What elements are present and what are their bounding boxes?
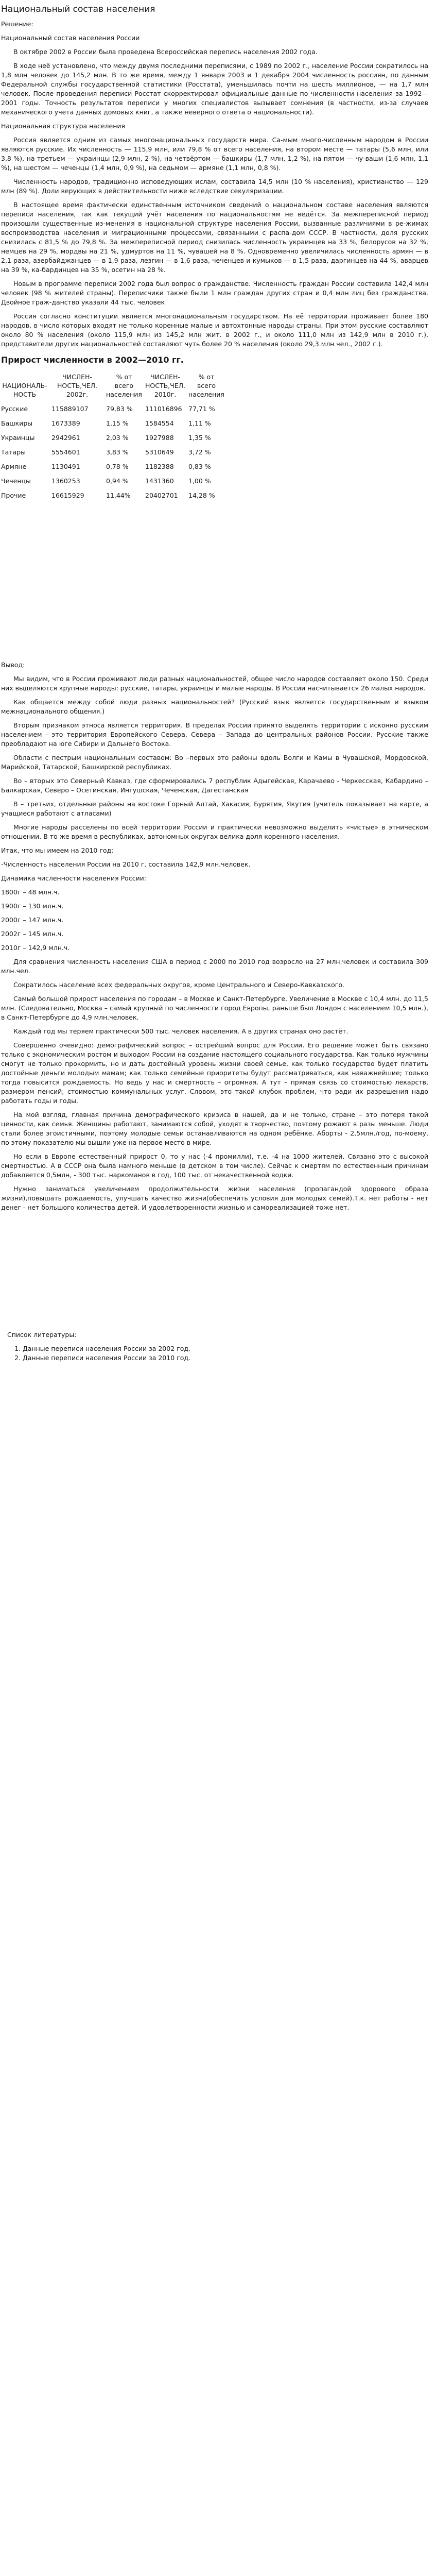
paragraph-citizenship: Новым в программе переписи 2002 года был вопрос о гражданстве. Численность граждан России составила 142,4 млн человек (98 % жителей страны). Переписчики также были 1 млн граждан других стран и 0,4 млн лиц без гражданства. Двойное граж-данство указали 44 тыс. человек [1,280,428,306]
cell-count-2010: 1584554 [145,419,174,427]
table-row [1,431,228,445]
population-table [1,371,228,503]
conclusion-paragraph-settlement: Многие народы расселены по всей территории России и практически невозможно выделить «чистые» в этническом отношении. В то же время в республиках, автономных округах велика доля коренного населения. [1,823,428,840]
cell-percent-2002: 1,15 % [106,419,129,427]
page-title: Национальный состав населения [1,4,155,14]
conclusion-paragraph-mortality: Но если в Европе естественный прирост 0, то у нас (-4 промилли), т.е. -4 на 1000 жителей. Связано это с высокой смертностью. А в СССР она была намного меньше (в детском в том числе). Сейчас к смертям по естественным причинам добавляется 0,5млн, - 300 тыс. наркоманов в год, 100 тыс. от некачественной водки. [1,1153,428,1179]
table-row [1,488,228,503]
solution-label: Решение: [1,20,33,28]
cell-count-2002: 2942961 [51,434,80,442]
cell-count-2010: 5310649 [145,448,174,456]
dynamics-item: 2002г – 145 млн.ч. [1,930,64,938]
cell-nationality: Башкиры [1,419,33,427]
table-body [1,402,228,503]
cell-percent-2010: 1,00 % [188,477,211,485]
cell-percent-2010: 1,11 % [188,419,211,427]
references-list [7,1344,428,1363]
dynamics-label: Динамика численности населения России: [1,874,147,882]
header-count-2002: ЧИСЛЕН-НОСТЬ,ЧЕЛ. 2002г. [57,373,97,398]
header-percent-2002: % от всего населения [106,373,142,398]
cell-percent-2010: 0,83 % [188,463,211,470]
paragraph-constitution: Россия согласно конституции является многонациональным государством. На её территории проживает более 180 народов, в число которых входят не только коренные малые и автохтонные народы страны. При этом русские составляют около 80 % населения (около 115,9 млн из 145,2 млн жит. в 2002 г., и около 111,0 млн из 142,9 млн в 2010 г.), представители других национальностей составляют чуть более 20 % населения (около 29,3 млн чел., 2002 г.). [1,312,428,348]
blank-space [1,1217,428,1330]
conclusion-paragraph-loss: Каждый год мы теряем практически 500 тыс. человек населения. А в других странах оно растёт. [13,1027,348,1035]
cell-percent-2010: 77,71 % [188,405,215,413]
cell-count-2002: 16615929 [51,492,84,499]
cell-nationality: Татары [1,448,26,456]
bottom-spacing [1,1363,428,1370]
cell-nationality: Прочие [1,492,26,499]
conclusion-paragraph-demography: Совершенно очевидно: демографический вопрос – острейший вопрос для России. Его решение может быть связано только с экономическим ростом и выходом России на создание настоящего социального государства. Как только мужчины смогут не только прокормить, но и дать достойный уровень жизни своей семье, как только государство будет платить достойные деньги молодым мамам; как только семейные приоритеты будут рассматриваться, как наважнейшие; только тогда повысится рождаемость. Но ведь у нас и смертность – огромная. А тут – прямая связь со стоимостью лекарств, размером пенсий, стоимостью коммунальных услуг. Словом, это такой клубок проблем, что ради их разрешения надо работать годы и годы. [1,1041,428,1105]
conclusion-paragraph-measures: Нужно заниматься увеличением продолжительности жизни населения (пропагандой здорового образа жизни),повышать рождаемость, улучшать качество жизни(обеспечить условия для молодых семей).Т.к. нет работы - нет денег - нет большого количества детей. И удовлетворенности жизнью и самореализацией тоже нет. [1,1185,428,1211]
section-heading-growth: Прирост численности в 2002—2010 гг. [1,355,184,365]
reference-item: 2. Данные переписи населения России за 2010 год. [23,1353,428,1363]
cell-count-2002: 115889107 [51,405,89,413]
table-header-row [1,371,228,402]
cell-percent-2002: 11,44% [106,492,131,499]
header-nationality: НАЦИОНАЛЬ-НОСТЬ [2,382,47,398]
section-heading-composition: Национальный состав населения России [1,34,140,42]
header-percent-2010: % от всего населения [188,373,224,398]
cell-nationality: Чеченцы [1,477,31,485]
dynamics-item: 2000г – 147 млн.ч. [1,916,64,924]
cell-percent-2010: 3,72 % [188,448,211,456]
conclusion-paragraph-family: На мой взгляд, главная причина демографического кризиса в нашей, да и не только, стране – это потеря такой ценности, как семья. Женщины работают, занимаются собой, уходят в творчество, поэтому рожают в разы меньше. Люди стали более эгоистичными, поэтому молодые семьи останавливаются на одном ребёнке. Аборты - 2,5млн./год, по-моему, по этому показателю мы вышли уже на первое место в мире. [1,1111,428,1146]
cell-count-2002: 1130491 [51,463,80,470]
cell-count-2010: 1182388 [145,463,174,470]
cell-count-2002: 1360253 [51,477,80,485]
cell-count-2010: 20402701 [145,492,178,499]
cell-nationality: Русские [1,405,28,413]
dynamics-item: 1800г – 48 млн.ч. [1,888,60,896]
conclusion-paragraph-territory: Вторым признаком этноса является территория. В пределах России принято выделять территории с исконно русским населением - это территория Европейского Севера, Севера – Запада до центральных районов России. Русские также преобладают на юге Сибири и Дальнего Востока. [1,721,428,748]
table-row [1,445,228,460]
conclusion-paragraph-usa: Для сравнения численность населения США в период с 2000 по 2010 год возросло на 27 млн.человек и составила 309 млн.чел. [1,958,428,975]
paragraph-structure-changes: В настоящее время фактически единственным источником сведений о национальном составе населения являются переписи населения, так как текущий учёт населения по национальностям не ведётся. За межпереписной период произошли существенные из-менения в национальной структуре населения России, вызванные различиями в ре-жимах воспроизводства населения и миграционными процессами, связанными с распа-дом СССР. В частности, доля русских снизилась с 81,5 % до 79,8 %. За межпереписной период снизилась численность украинцев на 33 %, белорусов на 32 %, немцев на 29 %, мордвы на 21 %, удмуртов на 11 %, чувашей на 8 %. Одновременно увеличилась численность армян — в 2,1 раза, азербайджанцев — в 1,9 раза, лезгин — в 1,6 раза, чеченцев и кумыков — в 1,5 раза, даргинцев на 44 %, аварцев на 39 %, ка-бардинцев на 35 %, осетин на 28 %. [1,201,428,274]
cell-count-2010: 1927988 [145,434,174,442]
references-section [7,1330,428,1363]
table-row [1,460,228,474]
cell-nationality: Армяне [1,463,27,470]
conclusion-population-2010: -Численность населения России на 2010 г. составила 142,9 млн.человек. [1,860,251,868]
cell-percent-2010: 14,28 % [188,492,215,499]
cell-percent-2002: 79,83 % [106,405,133,413]
cell-percent-2002: 3,83 % [106,448,129,456]
reference-item: 1. Данные переписи населения России за 2002 год. [23,1344,428,1353]
conclusion-paragraph-caucasus: Во – вторых это Северный Кавказ, где сформировались 7 республик Адыгейская, Карачаево - Черкесская, Кабардино – Балкарская, Северо – Осетинская, Ингушская, Чеченская, Дагестанская [1,777,428,794]
cell-count-2010: 1431360 [145,477,174,485]
conclusion-paragraph-language: Как общается между собой люди разных национальностей? (Русский язык является государственным и языком межнационального общения.) [1,698,428,715]
cell-count-2002: 5554601 [51,448,80,456]
paragraph-nationalities: Россия является одним из самых многонациональных государств мира. Са-мым много-численным народом в России являются русские. Их численность — 115,9 млн, или 79,8 % от всего населения, на втором месте — татары (5,6 млн, или 3,8 %), на третьем — украинцы (2,9 млн, 2 %), на четвёртом — башкиры (1,7 млн, 1,2 %), на пятом — чу-ваши (1,6 млн, 1,1 %), на шестом — чеченцы (1,4 млн, 0,9 %), на седьмом — армяне (1,1 млн, 0,8 %). [1,136,428,172]
conclusion-summary-label: Итак, что мы имеем на 2010 год: [1,846,114,854]
dynamics-list [1,888,428,953]
conclusion-paragraph-districts: Сократилось население всех федеральных округов, кроме Центрального и Северо-Кавказского. [13,981,344,989]
cell-count-2002: 1673389 [51,419,80,427]
table-row [1,416,228,431]
dynamics-item: 1900г – 130 млн.ч. [1,902,64,910]
header-count-2010: ЧИСЛЕН-НОСТЬ,ЧЕЛ. 2010г. [145,373,185,398]
conclusion-paragraph-volga: Области с пестрым национальным составом: Во –первых это районы вдоль Волги и Камы в Чувашской, Мордовской, Марийской, Татарской, Башкирской республиках. [1,754,428,771]
paragraph-religions: Численность народов, традиционно исповедующих ислам, составила 14,5 млн (10 % населения), христианство — 129 млн (89 %). Доли верующих в действительности ниже вследствие секуляризации. [1,178,428,195]
cell-percent-2002: 0,78 % [106,463,129,470]
conclusion-paragraph-peoples: Мы видим, что в России проживают люди разных национальностей, общее число народов составляет около 150. Среди них выделяются крупные народы: русские, татары, украинцы и малые народы. В России насчитывается 26 малых народов. [1,675,428,692]
cell-percent-2002: 2,03 % [106,434,129,442]
cell-nationality: Украинцы [1,434,35,442]
conclusion-label: Вывод: [1,661,25,669]
paragraph-census-results: В ходе неё установлено, что между двумя последними переписями, с 1989 по 2002 г., население России сократилось на 1,8 млн человек до 145,2 млн. В то же время, между 1 января 2003 и 1 декабря 2004 численность россиян, по данным Федеральной службы государственной статистики (Росстата), уменьшилась почти на шесть миллионов, — на 1,7 млн человек. После проведения переписи Росстат скорректировал официальные данные по численности населения за 1992—2001 годы. Точность результатов переписи у многих специалистов вызывает сомнения (в частности, из-за случаев механического учета данных домовых книг, а также неверного ответа о национальности). [1,62,428,116]
blank-space [1,510,428,660]
paragraph-census-intro: В октябре 2002 в России была проведена Всероссийская перепись населения 2002 года. [13,48,318,56]
cell-percent-2002: 0,94 % [106,477,129,485]
conclusion-paragraph-east: В – третьих, отдельные районы на востоке Горный Алтай, Хакасия, Бурятия, Якутия (учитель показывает на карте, а учащиеся работают с атласами) [1,800,428,817]
section-heading-structure: Национальная структура населения [1,122,126,130]
references-label: Список литературы: [7,1331,77,1338]
dynamics-item: 2010г – 142,9 млн.ч. [1,944,70,952]
table-row [1,474,228,488]
table-row [1,402,228,416]
cell-percent-2010: 1,35 % [188,434,211,442]
conclusion-paragraph-cities: Самый большой прирост населения по городам – в Москве и Санкт-Петербурге. Увеличение в Москве с 10,4 млн. до 11,5 млн. (Следовательно, Москва – самый крупный по численности город Европы, раньше был Лондон с населением 10,5 млн.), в Санкт-Петербурге до 4,9 млн.человек. [1,995,428,1021]
cell-count-2010: 111016896 [145,405,182,413]
